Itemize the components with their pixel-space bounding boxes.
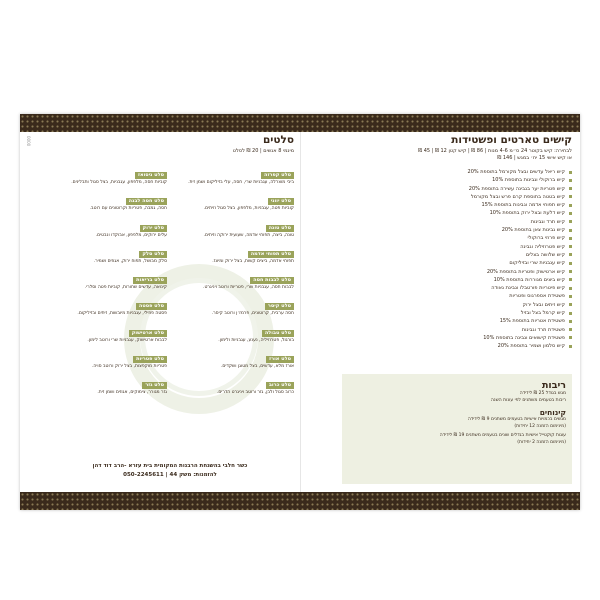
- quiche-pricing-line: לבחירה: קיש בקוטר 24 ס״מ 4-6 מנות | 86 ₪ | קיש קטן 12 ₪ | 45 ₪: [418, 148, 572, 154]
- quiche-item: קיש עגבניות שרי ובזיליקום: [316, 259, 572, 267]
- salad-desc: טונה, ביצה, תפוחי אדמה, שעועית ירוקה וזיתים.: [203, 232, 294, 238]
- quiche-item: פשטידת אטריות בתוספת 15%: [316, 317, 572, 325]
- salad-desc: לבבות חסה, עגבניות שרי, פטריות ורוטב ויניגרט.: [203, 285, 294, 291]
- jams-line: ריבות בטעמים משתנים לפי עונות השנה: [490, 397, 566, 403]
- salad-columns: [46, 161, 294, 398]
- salad-column-b: [46, 161, 167, 398]
- quiche-pricing-line: או קיש אישי 15 יח׳ במגש | 146 ₪: [497, 155, 572, 161]
- quiche-item: פשטידת קישואים וגבינה בתוספת 10%: [316, 334, 572, 342]
- salads-pricing: מינמי 8 אנשים | 20 ₪ לסלט: [232, 148, 294, 154]
- side-code: 0000: [26, 136, 31, 147]
- salad-label: סלט פטריות: [133, 356, 167, 363]
- salad-label: סלט ירוק: [140, 225, 167, 232]
- salad-column-a: [173, 161, 294, 398]
- salad-desc: סלק מבושל, תפוח ירוק, אגוזים ושמיר.: [93, 258, 167, 264]
- jams-heading: ריבות: [541, 380, 566, 391]
- fold-line: [300, 132, 301, 492]
- salad-label: סלט ניסואז: [135, 172, 167, 179]
- quiche-item: קיש גבינות צאן בתוספת 20%: [316, 226, 572, 234]
- salad-desc: בורגול, פטרוזיליה, נענע, עגבניות ולימון.: [218, 337, 294, 343]
- salad-desc: אורז מלא, עדשים, בצל מטוגן ושקדים.: [220, 364, 294, 370]
- salad-desc: פסטה פוזילי, עגבניות מיובשות, זיתים ובזיליקום.: [77, 311, 167, 317]
- extras-box: [342, 374, 572, 484]
- quiche-item: קיש תפוחי אדמה וגבינות בתוספת 15%: [316, 201, 572, 209]
- salad-label: סלט לבבות חסה: [250, 277, 294, 284]
- salad-desc: ביבי מוצרלה, עגבניות שרי, חסה, עלי בזיליקום ושמן זית.: [188, 180, 294, 185]
- quiche-item: קיש ארטישוק ופטריות בתוספת 20%: [316, 268, 572, 276]
- salad-desc: לבבות ארטישוק, עגבניות שרי ורוטב לימון.: [87, 337, 167, 343]
- salad-label: סלט תפוחי אדמה: [248, 251, 294, 258]
- top-pattern-band: [20, 114, 580, 132]
- quiche-item: פשטידת תרד וגבינות: [316, 326, 572, 334]
- salad-desc: פטריות מוקפצות, בצל ירוק ורוטב סויה.: [91, 364, 167, 370]
- salad-label: סלט חסה לבנה: [126, 198, 167, 205]
- salad-desc: חסה, גמבה, פטריות וקרוטונים עם רוטב.: [89, 206, 167, 212]
- salad-desc: תפוחי אדמה, ביצים קשות, בצל ירוק ומיונז.: [212, 258, 294, 264]
- quiche-item: קיש שלושה בצלים: [316, 251, 572, 259]
- salad-desc: קוביות חסה, מלפפון, עגבניות, בצל סגול ותבלינים.: [71, 180, 167, 185]
- kosher-footer: [46, 462, 294, 480]
- salad-desc: גזר מגורר, צימוקים, אגוזים ושמן זית.: [97, 390, 167, 396]
- quiche-item: קיש בטטה בתוספת קרם פרש ובצל מקורמל: [316, 193, 572, 201]
- quiche-item: קיש סלמון ושמיר בתוספת 20%: [316, 342, 572, 350]
- salad-label: סלט קפרזה: [261, 172, 294, 179]
- salad-label: סלט אורז: [266, 356, 294, 363]
- desserts-line: עוגות קוקטייל אישיות בגדלים שונים בטעמים משתנים 19 ₪ לידידה: [439, 433, 566, 438]
- salad-desc: קוביות פטה, עגבניות, מלפפון, בצל סגול וזיתים.: [203, 206, 294, 212]
- bottom-pattern-band: [20, 492, 580, 510]
- salads-title: סלטים: [262, 134, 294, 146]
- salad-label: סלט יווני: [268, 198, 294, 205]
- salad-label: סלט סלק: [139, 251, 167, 258]
- kosher-line: כשר חלבי בהשגחת הרבנות המקומית בית עזרא -הרב דוד דהן: [92, 463, 248, 469]
- salad-desc: עלים ירוקים, מלפפון, אבוקדו ונבטים.: [95, 232, 167, 238]
- salad-desc: קינואה, עדשים שחורות, קוביות פטה וסלרי.: [84, 285, 167, 291]
- salad-label: סלט קיסר: [265, 303, 294, 310]
- salad-desc: חסה ערבית, קרוטונים, פרמז׳ן ורוטב קיסר.: [211, 311, 294, 317]
- salad-label: סלט פסטה: [136, 303, 167, 310]
- quiche-item: קיש זיתים ובצל ירוק: [316, 301, 572, 309]
- quiche-item: קיש פטרוזיליה וגבינה: [316, 243, 572, 251]
- quiche-item: קיש ריאל עדשים ובצל מקורמל בתוספת 20%: [316, 168, 572, 176]
- jams-line: מגש בגודל 25 ₪ לידידה: [519, 391, 566, 396]
- quiche-list: [316, 168, 572, 351]
- salad-label: סלט טונה: [266, 225, 294, 232]
- desserts-line: מגשים בכמויות אישיות בטעמים משתנים 9 ₪ לידידה: [467, 417, 566, 422]
- quiche-pricing: [316, 148, 572, 162]
- quiche-item: קיש ביצים מגוררות בתוספת 10%: [316, 276, 572, 284]
- quiche-title: קישים טארטים ופשטידות: [451, 134, 572, 146]
- salad-label: סלט בריאות: [133, 277, 167, 284]
- desserts-line: (מינימום הזמנה 2 יחידות): [517, 439, 566, 445]
- salad-desc: כרוב סגול ולבן, גזר ורוטב ויניגרט הדרים.: [216, 390, 294, 396]
- quiche-item: קיש תרד וגבינות: [316, 218, 572, 226]
- brochure-page: [20, 114, 580, 510]
- salads-panel: [46, 134, 294, 398]
- quiche-item: קיש דלעת ובצל ירוק בתוספת 10%: [316, 209, 572, 217]
- salad-label: סלט כרוב: [266, 382, 294, 389]
- quiche-panel: [316, 134, 572, 351]
- quiche-item: פשטידת אספרגוס ופטריות: [316, 292, 572, 300]
- salad-label: סלט ארטישוק: [129, 330, 167, 337]
- desserts-line: (מינימום הזמנה 12 יחידות): [514, 423, 566, 429]
- salad-label: סלט גזר: [142, 382, 167, 389]
- quiche-item: קיש קרמל בצל ובזיל: [316, 309, 572, 317]
- quiche-item: קיש ברוקולי וגבינות בתוספת 10%: [316, 176, 572, 184]
- quiche-item: קיש פרוזי ברוקולי: [316, 234, 572, 242]
- order-line: להזמנות: משק 44 | 050-2245611: [123, 472, 217, 478]
- quiche-item: קיש פיטריות פורטבלו וגבינת גאודה: [316, 284, 572, 292]
- desserts-heading: קינוחים: [539, 408, 566, 417]
- quiche-item: קיש פטריות יער בגבינה עשירה בתוספת 20%: [316, 185, 572, 193]
- salad-label: סלט טבולה: [262, 330, 294, 337]
